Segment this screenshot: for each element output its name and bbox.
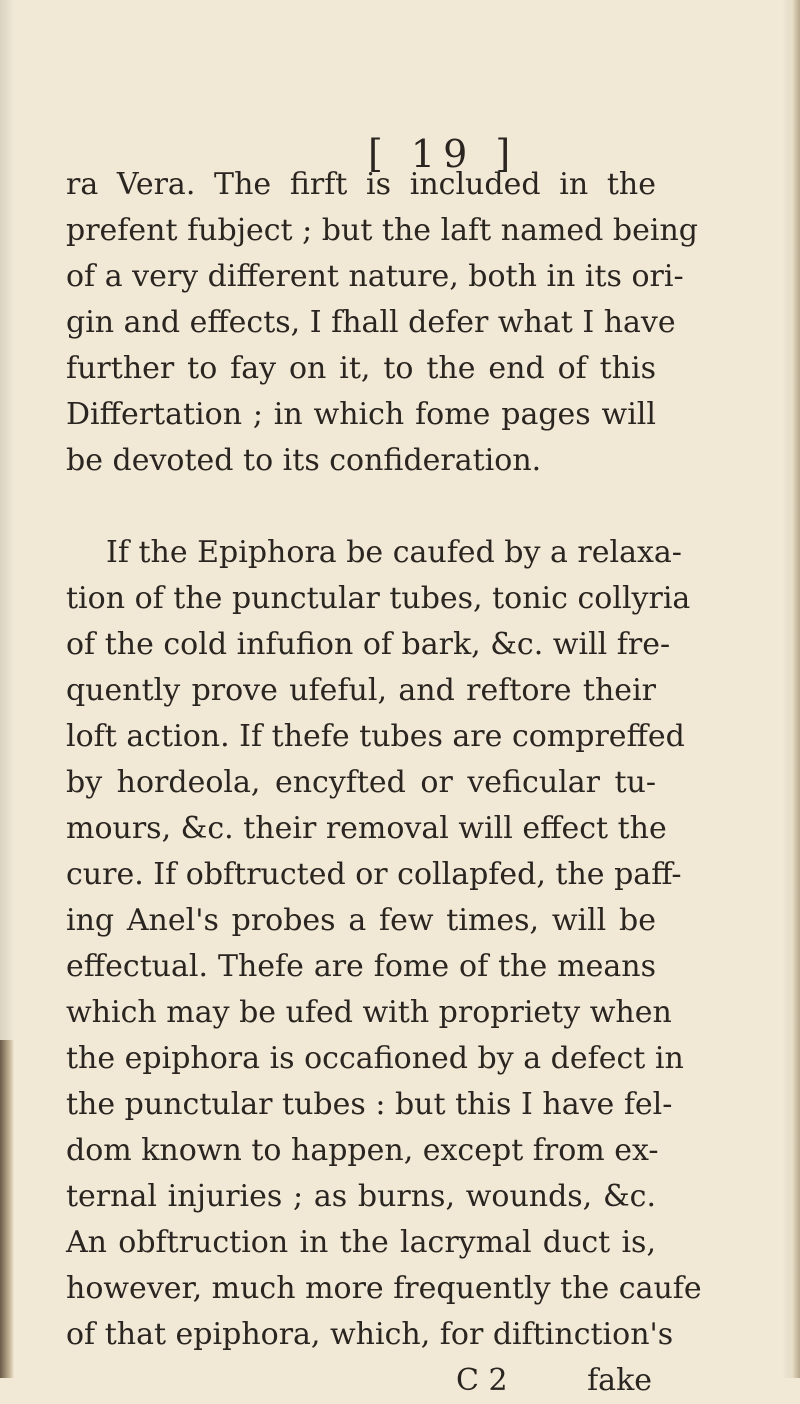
text-line: gin and effects, I fhall defer what I have [66,305,676,340]
text-line: An obftruction in the lacrymal duct is, [66,1225,656,1260]
text-line: of the cold infufion of bark, &c. will fre- [66,627,671,662]
text-line: the epiphora is occafioned by a defect in [66,1041,684,1076]
body-text [66,162,702,1404]
signature-mark: C 2 [456,1363,508,1398]
text-line: however, much more frequently the caufe [66,1271,702,1306]
text-line: ternal injuries ; as burns, wounds, &c. [66,1179,656,1214]
text-line: by hordeola, encyfted or veficular tu- [66,765,656,800]
paragraph-1 [66,162,698,484]
text-line: further to fay on it, to the end of this [66,351,656,386]
text-line: which may be ufed with propriety when [66,995,672,1030]
text-line: quently prove ufeful, and reftore their [66,673,656,708]
text-line: dom known to happen, except from ex- [66,1133,659,1168]
text-line: Differtation ; in which fome pages will [66,397,656,432]
paragraph-gap [66,484,656,530]
text-line: ra Vera. The firft is included in the [66,167,656,202]
text-line: of that epiphora, which, for diftinction's [66,1317,674,1352]
text-line: cure. If obftructed or collapfed, the paff- [66,857,682,892]
text-line: mours, &c. their removal will effect the [66,811,667,846]
text-line: be devoted to its confideration. [66,443,542,478]
catchword: fake [587,1363,652,1398]
text-line: effectual. Thefe are fome of the means [66,949,656,984]
page-edge-left [0,1040,14,1378]
text-line: prefent fubject ; but the laft named being [66,213,698,248]
text-line: tion of the punctular tubes, tonic collyria [66,581,691,616]
paragraph-2 [66,530,702,1358]
page-edge-right [786,0,800,1378]
text-line: If the Epiphora be caufed by a relaxa- [106,535,682,570]
text-line: of a very different nature, both in its ori- [66,259,684,294]
text-line: ing Anel's probes a few times, will be [66,903,656,938]
page-footer [66,1358,656,1404]
text-line: loft action. If thefe tubes are compreffed [66,719,685,754]
page-number: [ 19 ] [368,132,519,176]
text-line: the punctular tubes : but this I have fel- [66,1087,673,1122]
